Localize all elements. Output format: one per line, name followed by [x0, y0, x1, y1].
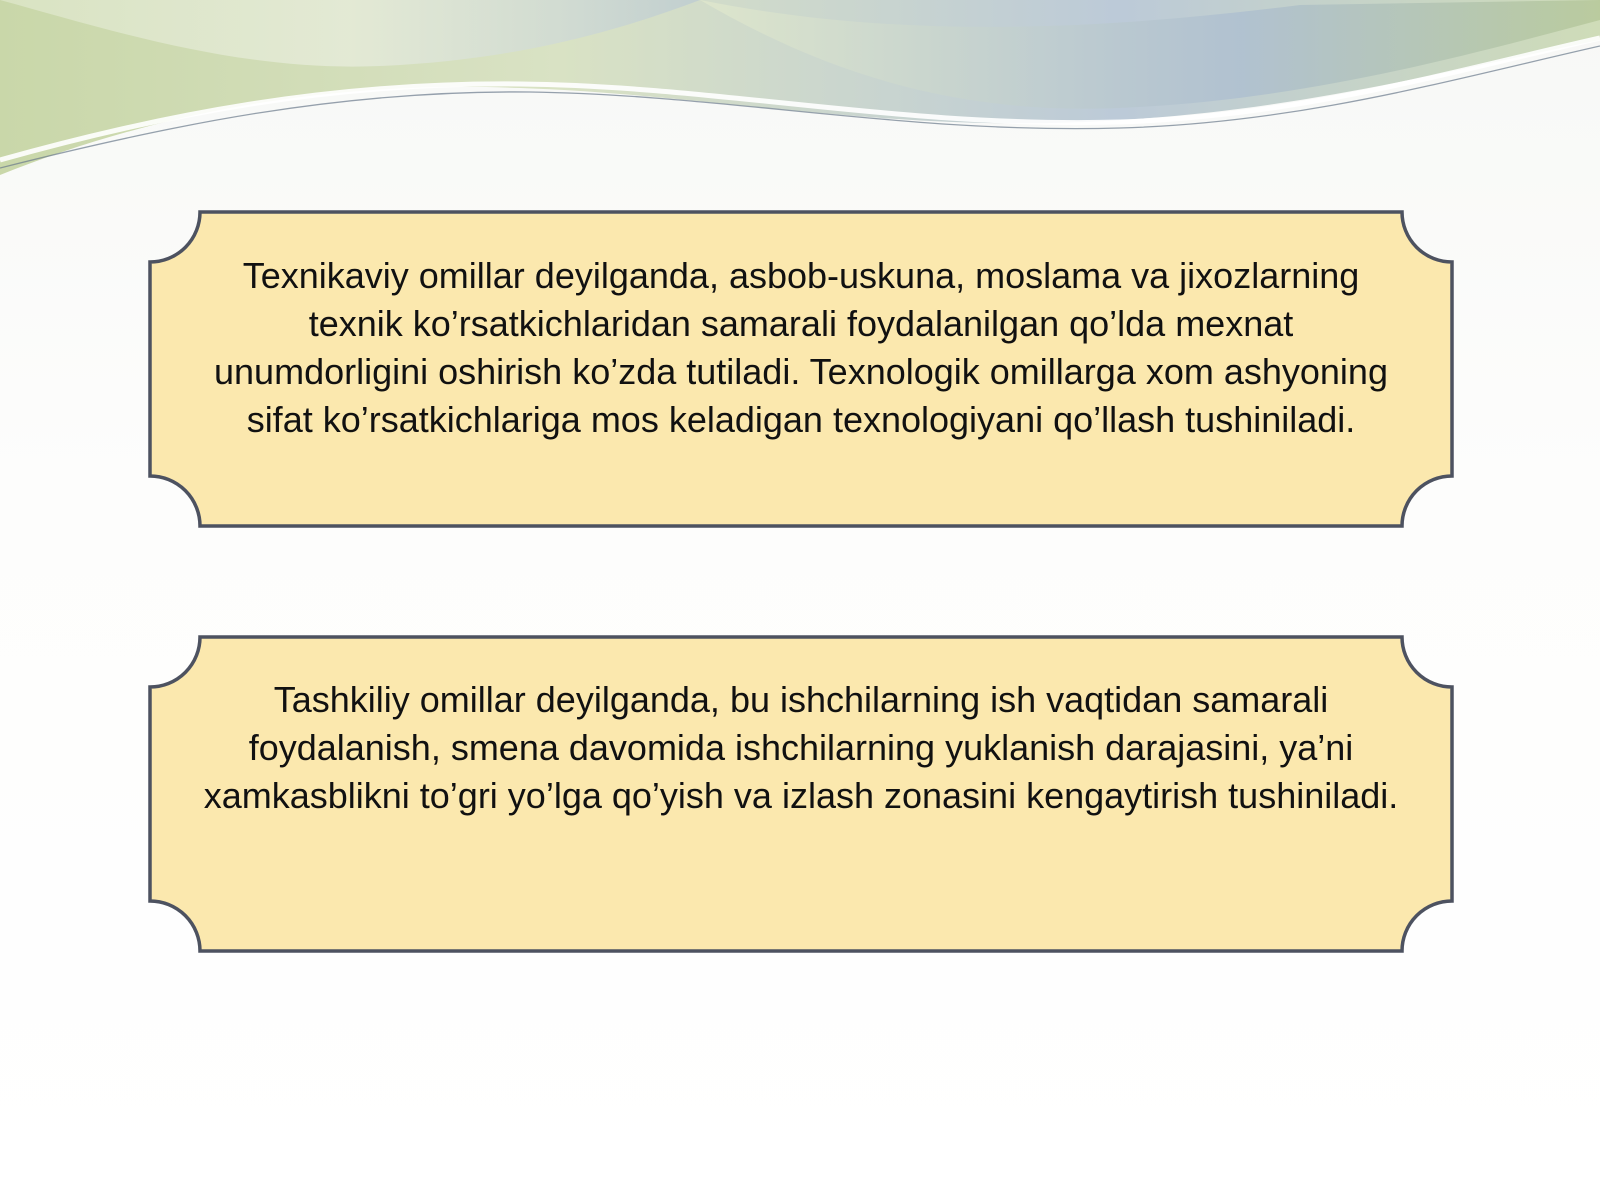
plaque-text: Tashkiliy omillar deyilganda, bu ishchilarning ish vaqtidan samarali foydalanish, smena davomida ishchilarning yuklanish darajasini, ya’ni xamkasblikni to’gri yo’lga qo’yish va izlash zonasini kengaytirish tushiniladi. [203, 679, 1399, 816]
plaque-technical-factors [148, 210, 1454, 528]
header-wave-decoration [0, 0, 1600, 200]
plaque-organizational-factors [148, 635, 1454, 953]
plaque-text: Texnikaviy omillar deyilganda, asbob-uskuna, moslama va jixozlarning texnik ko’rsatkichlaridan samarali foydalanilgan qo’lda mexnat unumdorligini oshirish ko’zda tutiladi. Texnologik omillarga xom ashyoning sifat ko’rsatkichlariga mos keladigan texnologiyani qo’llash tushiniladi. [214, 255, 1388, 440]
